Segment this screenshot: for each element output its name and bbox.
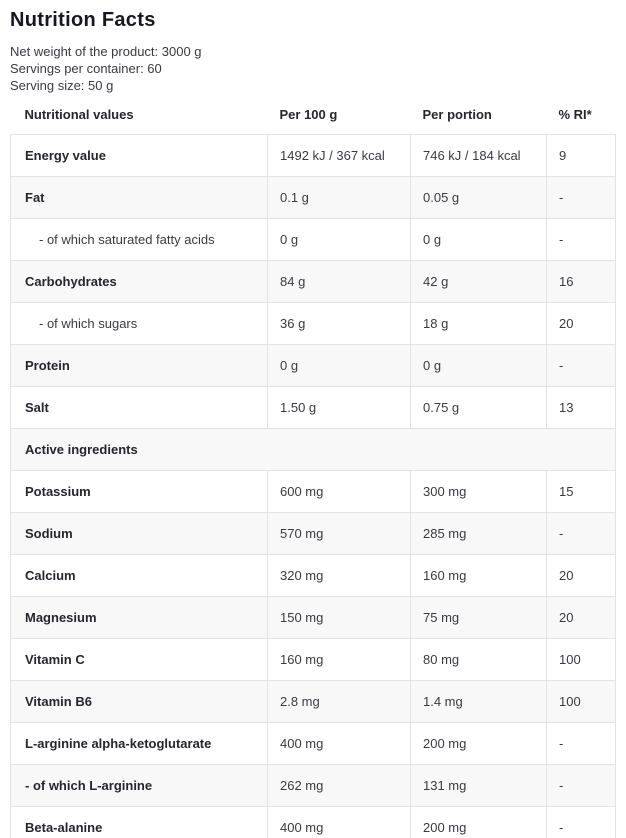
per-portion-value: 80 mg — [411, 639, 547, 681]
per-100g-value: 262 mg — [268, 765, 411, 807]
per-100g-value: 600 mg — [268, 471, 411, 513]
per-100g-value: 1.50 g — [268, 387, 411, 429]
per-100g-value: 400 mg — [268, 807, 411, 838]
table-row — [11, 765, 616, 807]
table-row — [11, 219, 616, 261]
ri-value: 13 — [547, 387, 616, 429]
section-title: Active ingredients — [11, 429, 616, 471]
column-header-nutritional-values: Nutritional values — [11, 97, 268, 135]
column-header-per-portion: Per portion — [411, 97, 547, 135]
nutrient-label: Energy value — [11, 135, 268, 177]
per-100g-value: 150 mg — [268, 597, 411, 639]
per-portion-value: 160 mg — [411, 555, 547, 597]
ri-value: - — [547, 807, 616, 838]
table-row — [11, 345, 616, 387]
nutrient-label: Vitamin C — [11, 639, 268, 681]
nutrient-label: - of which L-arginine — [11, 765, 268, 807]
table-row — [11, 177, 616, 219]
nutrient-sublabel: - of which saturated fatty acids — [11, 219, 268, 261]
nutrient-sublabel: - of which sugars — [11, 303, 268, 345]
ri-value: - — [547, 219, 616, 261]
per-100g-value: 1492 kJ / 367 kcal — [268, 135, 411, 177]
nutrient-label: Vitamin B6 — [11, 681, 268, 723]
per-portion-value: 200 mg — [411, 807, 547, 838]
per-100g-value: 0.1 g — [268, 177, 411, 219]
per-portion-value: 18 g — [411, 303, 547, 345]
table-row — [11, 303, 616, 345]
nutrient-label: Magnesium — [11, 597, 268, 639]
per-portion-value: 0 g — [411, 219, 547, 261]
column-header-per-100g: Per 100 g — [268, 97, 411, 135]
nutrient-label: Fat — [11, 177, 268, 219]
per-100g-value: 570 mg — [268, 513, 411, 555]
per-portion-value: 1.4 mg — [411, 681, 547, 723]
product-meta — [10, 43, 615, 94]
table-row — [11, 681, 616, 723]
table-row — [11, 135, 616, 177]
servings-per-container-text: Servings per container: 60 — [10, 61, 162, 76]
nutrient-label: L-arginine alpha-ketoglutarate — [11, 723, 268, 765]
ri-value: 100 — [547, 639, 616, 681]
per-portion-value: 746 kJ / 184 kcal — [411, 135, 547, 177]
per-portion-value: 0 g — [411, 345, 547, 387]
ri-value: - — [547, 177, 616, 219]
per-portion-value: 300 mg — [411, 471, 547, 513]
page-title: Nutrition Facts — [10, 9, 156, 31]
nutrient-label: Calcium — [11, 555, 268, 597]
table-row — [11, 807, 616, 838]
per-100g-value: 84 g — [268, 261, 411, 303]
table-row — [11, 639, 616, 681]
ri-value: 15 — [547, 471, 616, 513]
serving-size-text: Serving size: 50 g — [10, 78, 114, 93]
ri-value: 100 — [547, 681, 616, 723]
per-100g-value: 320 mg — [268, 555, 411, 597]
nutrient-label: Carbohydrates — [11, 261, 268, 303]
table-header-row — [11, 97, 616, 135]
ri-value: 16 — [547, 261, 616, 303]
table-row — [11, 513, 616, 555]
nutrient-label: Sodium — [11, 513, 268, 555]
per-100g-value: 2.8 mg — [268, 681, 411, 723]
per-100g-value: 0 g — [268, 345, 411, 387]
nutrient-label: Potassium — [11, 471, 268, 513]
ri-value: - — [547, 723, 616, 765]
per-100g-value: 400 mg — [268, 723, 411, 765]
nutrient-label: Salt — [11, 387, 268, 429]
nutrient-label: Protein — [11, 345, 268, 387]
net-weight-text: Net weight of the product: 3000 g — [10, 44, 202, 59]
per-100g-value: 36 g — [268, 303, 411, 345]
per-portion-value: 42 g — [411, 261, 547, 303]
ri-value: - — [547, 513, 616, 555]
ri-value: - — [547, 765, 616, 807]
per-portion-value: 75 mg — [411, 597, 547, 639]
table-row — [11, 261, 616, 303]
table-row — [11, 555, 616, 597]
per-portion-value: 131 mg — [411, 765, 547, 807]
ri-value: 20 — [547, 597, 616, 639]
per-portion-value: 200 mg — [411, 723, 547, 765]
table-row — [11, 597, 616, 639]
ri-value: 9 — [547, 135, 616, 177]
ri-value: 20 — [547, 303, 616, 345]
column-header-ri: % RI* — [547, 97, 616, 135]
per-portion-value: 0.75 g — [411, 387, 547, 429]
table-row — [11, 723, 616, 765]
per-portion-value: 285 mg — [411, 513, 547, 555]
nutrition-table — [10, 97, 616, 838]
table-row — [11, 471, 616, 513]
ri-value: 20 — [547, 555, 616, 597]
table-row — [11, 387, 616, 429]
nutrient-label: Beta-alanine — [11, 807, 268, 838]
section-row — [11, 429, 616, 471]
per-portion-value: 0.05 g — [411, 177, 547, 219]
ri-value: - — [547, 345, 616, 387]
per-100g-value: 160 mg — [268, 639, 411, 681]
per-100g-value: 0 g — [268, 219, 411, 261]
